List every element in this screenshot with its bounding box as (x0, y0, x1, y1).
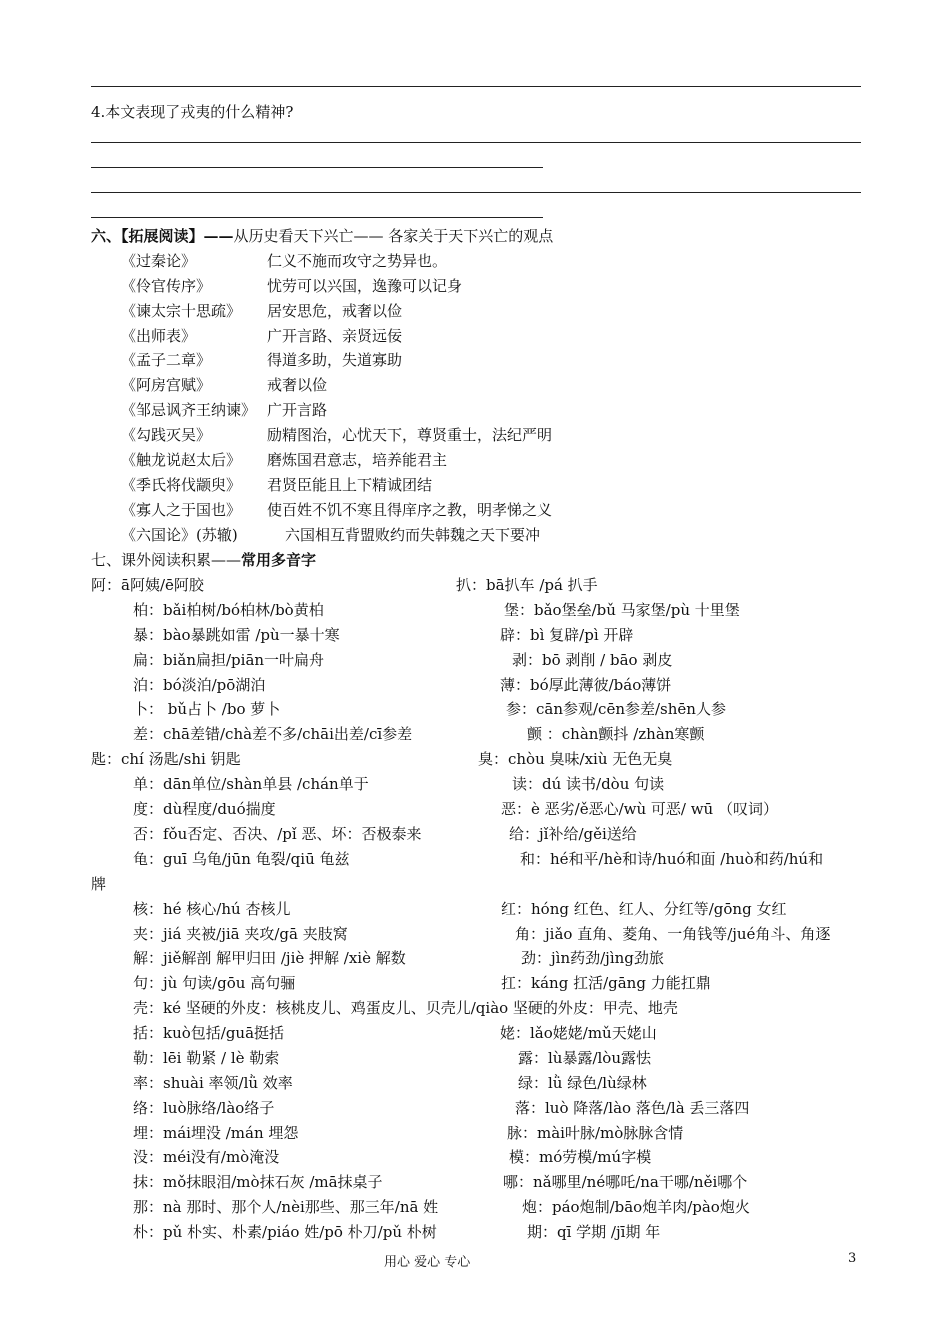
answer-line (91, 192, 861, 193)
question-4: 4.本文表现了戎夷的什么精神? (91, 103, 294, 121)
list-item: 颤 ：chàn颤抖 /zhàn寒颤 (527, 725, 705, 743)
list-item: 单：dān单位/shàn单县 /chán单于 (133, 775, 369, 793)
list-item: 薄：bó厚此薄彼/báo薄饼 (500, 676, 672, 694)
work-view: 仁义不施而攻守之势异也。 (267, 252, 448, 270)
list-item: 扁：biǎn扁担/piān一叶扁舟 (133, 651, 325, 669)
list-item (121, 251, 447, 271)
work-view: 广开言路、亲贤远佞 (267, 327, 403, 345)
section-7-heading-bold: 常用多音字 (241, 551, 317, 569)
work-view: 使百姓不饥不寒且得庠序之教，明孝悌之义 (267, 501, 553, 519)
list-item: 柏：bǎi柏树/bó柏林/bò黄柏 (133, 601, 324, 619)
list-item (121, 400, 327, 420)
list-item: 解：jiě解剖 解甲归田 /jiè 押解 /xiè 解数 (133, 949, 406, 967)
work-title: 《寡人之于国也》 (121, 501, 242, 519)
list-item: 恶：è 恶劣/ě恶心/wù 可恶/ wū （叹词） (501, 800, 778, 818)
list-item: 络：luò脉络/lào络子 (133, 1099, 275, 1117)
list-item: 姥：lǎo姥姥/mǔ天姥山 (500, 1024, 657, 1042)
work-title: 《伶官传序》 (121, 277, 212, 295)
list-item: 夹：jiá 夹被/jiā 夹攻/gā 夹肢窝 (133, 925, 348, 943)
list-item (121, 500, 552, 520)
list-item: 扛：káng 扛活/gāng 力能扛鼎 (501, 974, 711, 992)
list-item: 落：luò 降落/lào 落色/là 丢三落四 (515, 1099, 750, 1117)
list-item: 角：jiǎo 直角、菱角、一角钱等/jué角斗、角逐 (515, 925, 831, 943)
work-view: 得道多助，失道寡助 (267, 351, 403, 369)
list-item: 没：méi没有/mò淹没 (133, 1148, 280, 1166)
list-item: 扒：bā扒车 /pá 扒手 (456, 576, 598, 594)
work-title: 《勾践灭吴》 (121, 426, 212, 444)
work-view: 励精图治，心忧天下，尊贤重士，法纪严明 (267, 426, 553, 444)
list-item: 括：kuò包括/guā挺括 (133, 1024, 285, 1042)
work-view: 忧劳可以兴国，逸豫可以记身 (267, 277, 463, 295)
list-item: 度：dù程度/duó揣度 (133, 800, 276, 818)
list-item: 劲：jìn药劲/jìng劲旅 (521, 949, 664, 967)
list-item: 那：nà 那时、那个人/nèi那些、那三年/nā 姓 (133, 1198, 439, 1216)
list-item (121, 326, 402, 346)
answer-line (91, 167, 543, 168)
list-item: 读：dú 读书/dòu 句读 (512, 775, 665, 793)
list-item: 模：mó劳模/mú字模 (509, 1148, 652, 1166)
list-item: 脉：mài叶脉/mò脉脉含情 (507, 1124, 684, 1142)
list-item: 差：chā差错/chà差不多/chāi出差/cī参差 (133, 725, 413, 743)
work-title: 《触龙说赵太后》 (121, 451, 242, 469)
work-view: 居安思危，戒奢以俭 (267, 302, 403, 320)
list-item (121, 276, 462, 296)
list-item: 参：cān参观/cēn参差/shēn人参 (506, 700, 726, 718)
list-item: 抹：mǒ抹眼泪/mò抹石灰 /mā抹桌子 (133, 1173, 383, 1191)
work-title: 《六国论》(苏辙) (121, 526, 238, 544)
page-number: 3 (848, 1251, 857, 1266)
list-item (121, 375, 327, 395)
list-item: 勒：lēi 勒紧 / lè 勒索 (133, 1049, 280, 1067)
list-item: 暴：bào暴跳如雷 /pù一暴十寒 (133, 626, 340, 644)
list-item: 绿：lǜ 绿色/lù绿林 (518, 1074, 647, 1092)
list-item: 壳：ké 坚硬的外皮：核桃皮儿、鸡蛋皮儿、贝壳儿/qiào 坚硬的外皮：甲壳、地壳 (133, 999, 678, 1017)
list-item: 堡：bǎo堡垒/bǔ 马家堡/pù 十里堡 (504, 601, 740, 619)
list-item (121, 301, 402, 321)
section-6-heading (91, 226, 553, 246)
work-title: 《邹忌讽齐王纳谏》 (121, 401, 257, 419)
list-item: 红：hóng 红色、红人、分红等/gōng 女红 (501, 900, 787, 918)
list-item: 匙：chí 汤匙/shi 钥匙 (91, 750, 241, 768)
list-item (121, 525, 540, 545)
work-view: 磨炼国君意志，培养能君主 (267, 451, 448, 469)
section-6-heading-bold: 六、【拓展阅读】—— (91, 227, 234, 245)
list-item: 阿：ā阿姨/ē阿胶 (91, 576, 204, 594)
list-item (121, 425, 552, 445)
list-item: 朴：pǔ 朴实、朴素/piáo 姓/pō 朴刀/pǔ 朴树 (133, 1223, 437, 1241)
list-item: 句：jù 句读/gōu 高句骊 (133, 974, 296, 992)
footer-motto: 用心 爱心 专心 (384, 1255, 471, 1270)
list-item: 泊：bó淡泊/pō湖泊 (133, 676, 266, 694)
work-title: 《过秦论》 (121, 252, 197, 270)
section-7-heading-normal: 七、课外阅读积累—— (91, 551, 242, 569)
list-item (121, 450, 447, 470)
work-title: 《阿房宫赋》 (121, 376, 212, 394)
list-item: 剥：bō 剥削 / bāo 剥皮 (512, 651, 673, 669)
work-view: 戒奢以俭 (267, 376, 328, 394)
answer-line (91, 217, 543, 218)
list-item: 给：jǐ补给/gěi送给 (509, 825, 637, 843)
list-item: 露：lù暴露/lòu露怯 (518, 1049, 652, 1067)
list-item: 率：shuài 率领/lǜ 效率 (133, 1074, 293, 1092)
list-item: 否：fǒu否定、否决、/pǐ 恶、坏：否极泰来 (133, 825, 422, 843)
work-title: 《出师表》 (121, 327, 197, 345)
work-title: 《孟子二章》 (121, 351, 212, 369)
list-item: 龟：guī 乌龟/jūn 龟裂/qiū 龟兹 (133, 850, 350, 868)
work-title: 《谏太宗十思疏》 (121, 302, 242, 320)
list-item: 炮：páo炮制/bāo炮羊肉/pào炮火 (522, 1198, 750, 1216)
list-item: 辟：bì 复辟/pì 开辟 (500, 626, 634, 644)
list-item: 核：hé 核心/hú 杏核儿 (133, 900, 291, 918)
work-title: 《季氏将伐颛臾》 (121, 476, 242, 494)
list-item: 臭：chòu 臭味/xiù 无色无臭 (478, 750, 673, 768)
section-7-heading (91, 550, 316, 570)
list-item: 埋：mái埋没 /mán 埋怨 (133, 1124, 299, 1142)
list-item: 和：hé和平/hè和诗/huó和面 /huò和药/hú和 (520, 850, 824, 868)
list-item (121, 475, 432, 495)
work-view: 六国相互背盟败约而失韩魏之天下要冲 (285, 526, 541, 544)
list-item (121, 350, 402, 370)
list-item: 卜： bǔ占卜 /bo 萝卜 (133, 700, 281, 718)
section-6-heading-rest: 从历史看天下兴亡—— 各家关于天下兴亡的观点 (233, 227, 554, 245)
work-view: 君贤臣能且上下精诚团结 (267, 476, 433, 494)
answer-line (91, 142, 861, 143)
list-item: 牌 (91, 875, 107, 893)
answer-line (91, 86, 861, 87)
list-item: 哪：nǎ哪里/né哪吒/na干哪/něi哪个 (503, 1173, 748, 1191)
list-item: 期：qī 学期 /jī期 年 (527, 1223, 661, 1241)
work-view: 广开言路 (267, 401, 328, 419)
